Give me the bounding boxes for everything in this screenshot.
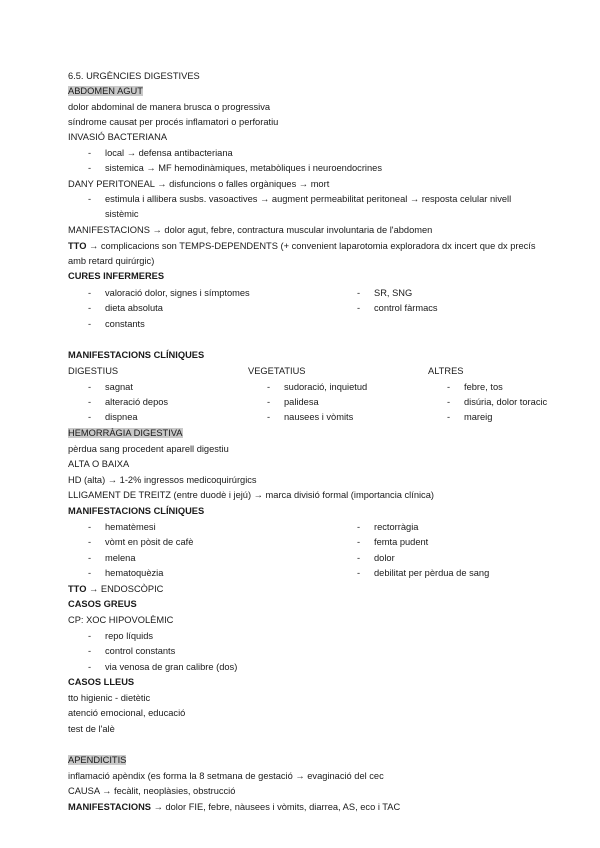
hemorragia-line-3: HD (alta) → 1-2% ingressos medicoquirúrgics (68, 475, 257, 485)
dany-line: DANY PERITONEAL → disfuncions o falles orgàniques → mort (68, 179, 330, 189)
document-page: 6.5. URGÈNCIES DIGESTIVES ABDOMEN AGUT dolor abdominal de manera brusca o progressiva síndrome causat per procés inflamatori o perforatiu INVASIÓ BACTERIANA - local → defensa antibacteriana - sistemica → MF hemodinàmiques, metabòliques i neuroendocrines DANY PERITONEAL → disfuncions o falles orgàniques → mort - estimula i allibera susbs. vasoactives → augment permeabilitat peritoneal → resposta celular nivell sistèmic MANIFESTACIONS → dolor agut, febre, contractura muscular involuntaria de l'abdomen TTO → complicacions son TEMPS-DEPENDENTS (+ convenient laparotomia exploradora dx incert que dx precís amb retard quirúrgic) CURES INFERMERES - valoració dolor, signes i símptomes - dieta absoluta - constants - SR, SNG - control fàrmacs MANIFESTACIONS CLÍNIQUES DIGESTIUS VEGETATIUS ALTRES - sagnat - alteració depos - dispnea - sudoració, inquietud - palidesa - nausees i vòmits - febre, tos - disúria, dolor toracic - mareig HEMORRÀGIA DIGESTIVA pèrdua sang procedent aparell digestiu ALTA O BAIXA HD (alta) → 1-2% ingressos medicoquirúrgics LLIGAMENT DE TREITZ (entre duodè i jejú) → marca divisió formal (importancia clínica) MANIFESTACIONS CLÍNIQUES - hematèmesi - vòmt en pòsit de cafè - melena - hematoquèzia - rectorràgia - femta pudent - dolor - debilitat per pèrdua de sang TTO → ENDOSCÒPIC CASOS GREUS CP: XOC HIPOVOLÈMIC - repo líquids - control constants - via venosa de gran calibre (dos) CASOS LLEUS tto higienic - dietètic atenció emocional, educació test de l'alè APENDICITIS inflamació apèndix (es forma la 8 setmana de gestació → evaginació del cec CAUSA → fecàlit, neoplàsies, obstrucció MANIFESTACIONS → dolor FIE, febre, nàusees i vòmits, diarrea, AS, eco i TAC (68, 71, 548, 812)
col-header-vegetatius: VEGETATIUS (248, 366, 306, 376)
tto-line-cont: amb retard quirúrgic) (68, 256, 155, 266)
abdomen-line-2: síndrome causat per procés inflamatori o perforatiu (68, 117, 279, 127)
apendicitis-heading: APENDICITIS (68, 755, 127, 765)
section-title: 6.5. URGÈNCIES DIGESTIVES (68, 71, 200, 81)
col-header-digestius: DIGESTIUS (68, 366, 119, 376)
hemorragia-tto-line: TTO → ENDOSCÒPIC (68, 584, 164, 594)
hemorragia-line-2: ALTA O BAIXA (68, 459, 130, 469)
hemorragia-line-4: LLIGAMENT DE TREITZ (entre duodè i jejú) → marca divisió formal (importancia clínica) (68, 490, 434, 500)
hemorragia-manif-heading: MANIFESTACIONS CLÍNIQUES (68, 506, 205, 516)
manif-heading: MANIFESTACIONS CLÍNIQUES (68, 350, 205, 360)
list-item-continuation: sistèmic (105, 209, 139, 219)
casos-greus-heading: CASOS GREUS (68, 599, 137, 609)
abdomen-line-1: dolor abdominal de manera brusca o progressiva (68, 102, 271, 112)
lleus-line-3: test de l'alè (68, 724, 115, 734)
lleus-line-2: atenció emocional, educació (68, 708, 186, 718)
hemorragia-line-1: pèrdua sang procedent aparell digestiu (68, 444, 229, 454)
abdomen-heading: ABDOMEN AGUT (68, 86, 143, 96)
apendicitis-line-1: inflamació apèndix (es forma la 8 setmana de gestació → evaginació del cec (68, 771, 384, 781)
manifestacions-line: MANIFESTACIONS → dolor agut, febre, contractura muscular involuntaria de l'abdomen (68, 225, 433, 235)
cures-heading: CURES INFERMERES (68, 271, 165, 281)
lleus-line-1: tto higienic - dietètic (68, 693, 151, 703)
tto-line: TTO → complicacions son TEMPS-DEPENDENTS (+ convenient laparotomia exploradora dx incert que dx precís (68, 241, 536, 251)
apendicitis-line-2: CAUSA → fecàlit, neoplàsies, obstrucció (68, 786, 236, 796)
col-header-altres: ALTRES (428, 366, 464, 376)
hemorragia-heading: HEMORRÀGIA DIGESTIVA (68, 428, 183, 438)
invasio-heading: INVASIÓ BACTERIANA (68, 132, 168, 142)
apendicitis-manif-line: MANIFESTACIONS → dolor FIE, febre, nàusees i vòmits, diarrea, AS, eco i TAC (68, 802, 401, 812)
casos-lleus-heading: CASOS LLEUS (68, 677, 135, 687)
cp-line: CP: XOC HIPOVOLÈMIC (68, 615, 174, 625)
